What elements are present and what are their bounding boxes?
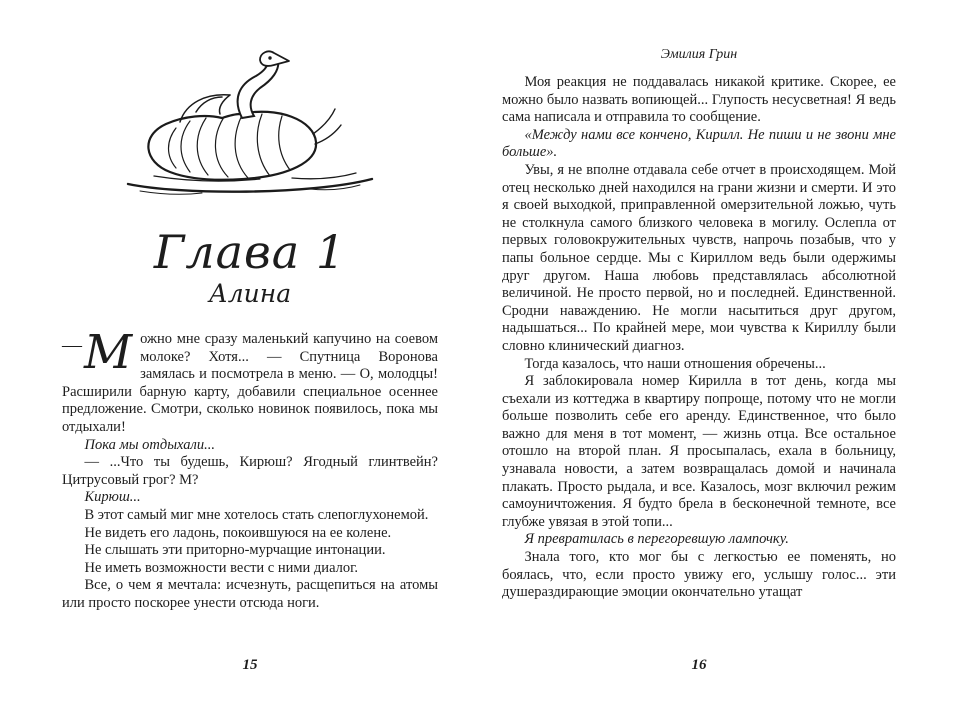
paragraph: Пока мы отдыхали...: [84, 436, 216, 453]
paragraph: Я заблокировала номер Кирилла в тот день, когда мы съехали из коттеджа в квартиру попроще, потому что не могли больше позволить себе его аренду. Единственное, что было важно для меня в тот момент, — жизнь отца. Все остальное отошло на второй план. Я просыпалась, ехала в больницу, узнавала новости, а затем возвращалась домой и начинала плакать. Просто рыдала, и все. Казалось, мозг включил режим самоуничтожения. Я будто брела в бесконечной темноте, все глубже увязая в этой топи...: [502, 373, 896, 530]
swan-illustration: [62, 48, 438, 205]
paragraph: Не слышать эти приторно-мурчащие интонации.: [84, 542, 386, 559]
first-paragraph: [62, 325, 438, 437]
paragraph: Я превратилась в перегоревшую лампочку.: [524, 531, 789, 548]
dropcap: [62, 325, 140, 380]
paragraph: Тогда казалось, что наши отношения обречены...: [524, 355, 826, 372]
swan-ink-drawing: [110, 48, 390, 200]
paragraph: — ...Что ты будешь, Кирюш? Ягодный глинтвейн? Цитрусовый грог? М?: [62, 454, 438, 488]
page-number-left: 15: [242, 657, 258, 673]
chapter-title: Глава 1: [153, 225, 347, 279]
paragraph: Не видеть его ладонь, покоившуюся на ее колене.: [84, 524, 392, 541]
paragraph: Увы, я не вполне отдавала себе отчет в происходящем. Мой отец несколько дней находился на грани жизни и смерти. И это я своей выходкой, приправленной омерзительной ложью, чуть не столкнула самого близкого человека в могилу. Ослепла от первых головокружительных чувств, напрочь позабыв, что у папы больное сердце. Мы с Кириллом ведь были одержимы друг другом. Наша любовь представлялась абсолютной величиной. Не просто первой, но и последней. Единственной. Сродни наваждению. Не могли насытиться друг другом, надышаться... По крайней мере, мои чувства к Кириллу были словно клинический диагноз.: [502, 161, 896, 354]
running-header: Эмилия Грин: [660, 47, 738, 62]
left-text-column: [62, 0, 438, 613]
paragraph: В этот самый миг мне хотелось стать слепоглухонемой.: [84, 506, 429, 523]
dropcap-letter: М: [84, 325, 133, 380]
left-body-text: [62, 325, 438, 613]
page-number-right: 16: [691, 657, 707, 673]
first-paragraph-text: ожно мне сразу маленький капучино на соевом молоке? Хотя... — Спутница Воронова замялась и посмотрела в меню. — О, молодцы! Расширили барную карту, добавили специальное осеннее предложение. Смотри, сколько новинок появилось, пока мы отдыхали!: [62, 331, 438, 435]
dropcap-dash: —: [62, 334, 82, 356]
left-paragraph-list: [62, 437, 438, 613]
paragraph: Моя реакция не поддавалась никакой критике. Скорее, ее можно было назвать вопиющей... Глупость несусветная! Я ведь сама написала и отправила то сообщение.: [502, 74, 896, 126]
paragraph: Кирюш...: [84, 489, 141, 506]
chapter-subtitle: Алина: [208, 279, 292, 308]
page-right: [480, 0, 960, 720]
paragraph: Знала того, кто мог бы с легкостью ее поменять, но боялась, что, если просто увижу его, услышу голос... эти душераздирающие эмоции окончательно утащат: [502, 549, 896, 601]
paragraph: «Между нами все кончено, Кирилл. Не пиши и не звони мне больше».: [502, 126, 896, 161]
right-text-column: [502, 0, 896, 602]
paragraph: Не иметь возможности вести с ними диалог.: [84, 559, 359, 576]
right-paragraph-list: [502, 74, 896, 602]
right-body-text: [502, 74, 896, 602]
paragraph: Все, о чем я мечтала: исчезнуть, расщепиться на атомы или просто поскорее унести отсюда ноги.: [62, 577, 438, 611]
